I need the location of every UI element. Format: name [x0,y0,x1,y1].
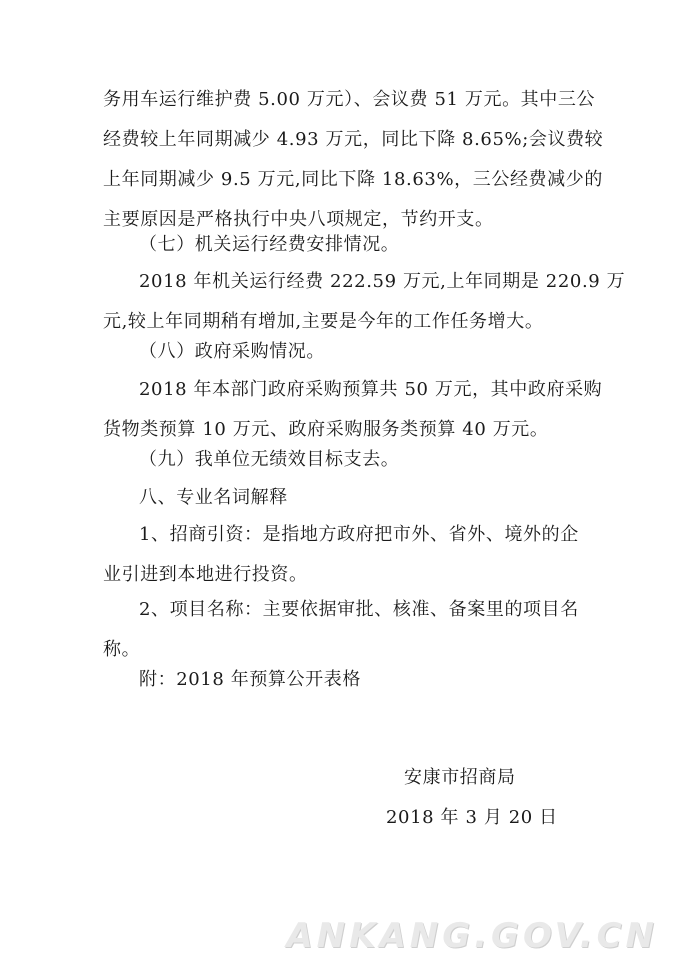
site-watermark: ANKANG.GOV.CN [286,916,658,956]
term-definition-investment [103,515,583,595]
chapter-heading-terms [103,478,583,518]
text-line: 主要原因是严格执行中央八项规定，节约开支。 [103,209,494,230]
text-line: 2018 年本部门政府采购预算共 50 万元，其中政府采购 [139,379,603,400]
text-line: 2018 年机关运行经费 222.59 万元,上年同期是 220.9 万 [139,271,626,292]
text-line: 八、专业名词解释 [139,487,288,508]
text-line: 业引进到本地进行投资。 [103,564,308,585]
text-line: 2、项目名称：主要依据审批、核准、备案里的项目名 [139,599,579,620]
text-line: （七）机关运行经费安排情况。 [139,234,400,255]
text-line: 货物类预算 10 万元、政府采购服务类预算 40 万元。 [103,419,549,440]
text-line: 附：2018 年预算公开表格 [139,669,361,690]
section-heading-nine [103,440,583,480]
paragraph-procurement [103,370,603,450]
attachment-note [103,660,583,700]
text-line: 经费较上年同期减少 4.93 万元，同比下降 8.65%;会议费较 [103,129,604,150]
signature-organization: 安康市招商局 [404,767,516,788]
text-line: 1、招商引资：是指地方政府把市外、省外、境外的企 [139,524,579,545]
text-line: 务用车运行维护费 5.00 万元）、会议费 51 万元。其中三公 [103,89,596,110]
text-line: 元,较上年同期稍有增加,主要是今年的工作任务增大。 [103,311,544,332]
section-heading-seven [103,225,583,265]
text-line: （九）我单位无绩效目标支去。 [139,449,400,470]
paragraph-operating-expenses [103,262,626,342]
section-heading-eight [103,332,583,372]
text-line: 称。 [103,639,141,660]
text-line: 上年同期减少 9.5 万元,同比下降 18.63%，三公经费减少的 [103,169,603,190]
signature-date: 2018 年 3 月 20 日 [386,807,558,828]
text-line: （八）政府采购情况。 [139,341,325,362]
paragraph-three-public-expenses [103,80,604,240]
term-definition-project-name [103,590,583,670]
